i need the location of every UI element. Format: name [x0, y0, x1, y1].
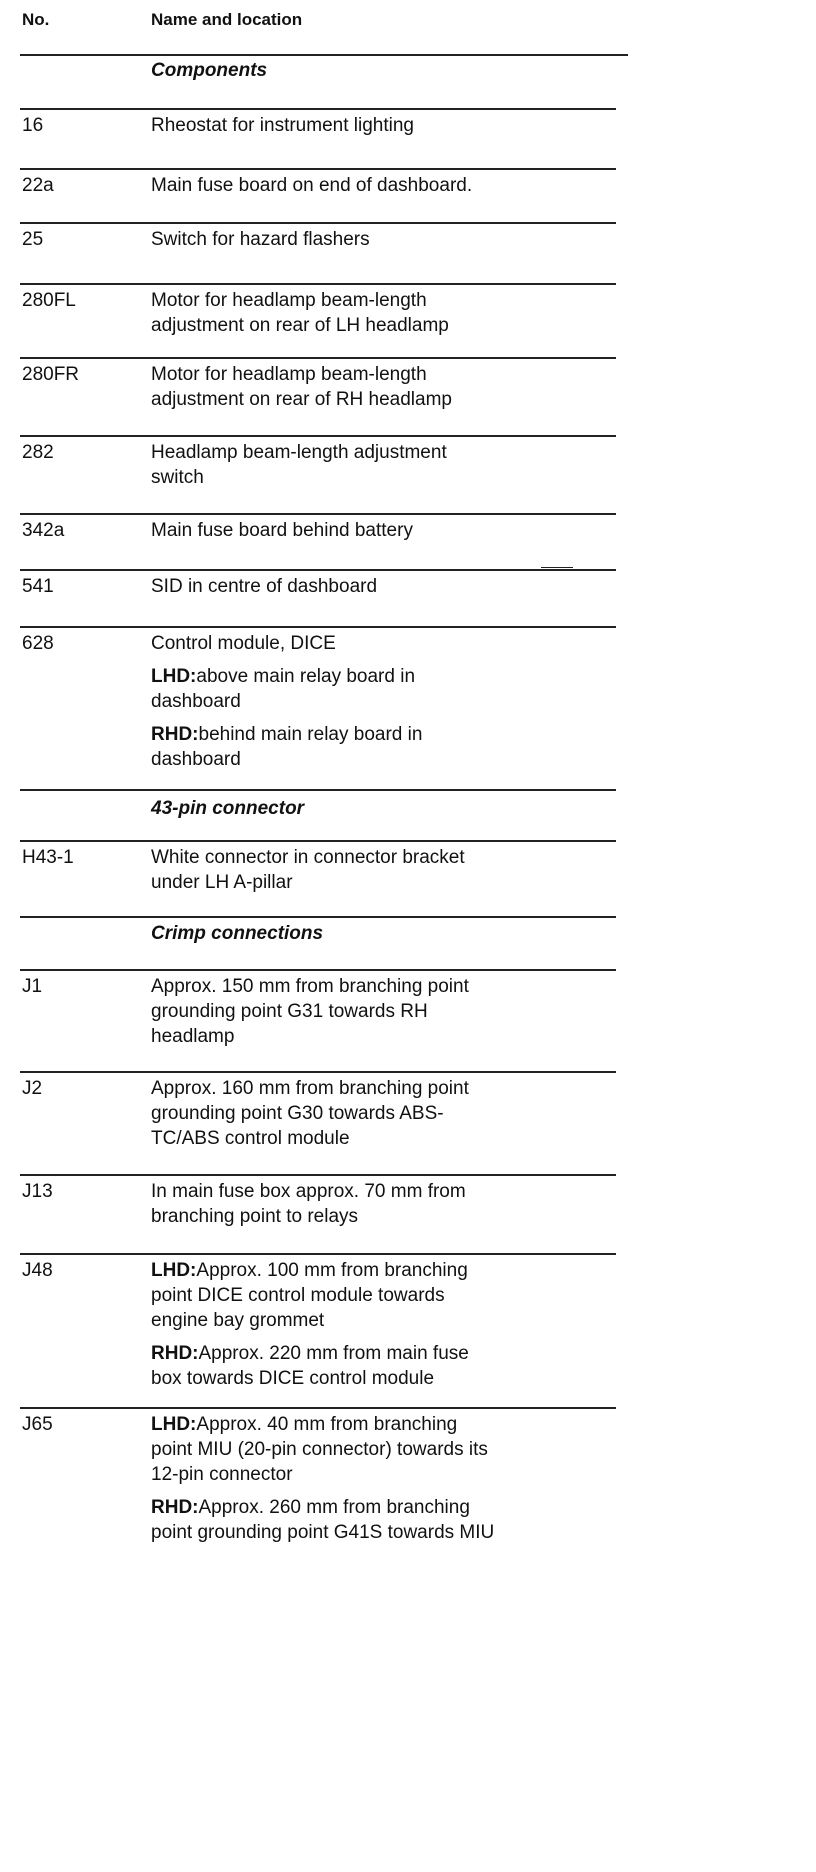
row-description: LHD:Approx. 100 mm from branching point DICE control module towards engine bay grommet RHD:Approx. 220 mm from main fuse box towards DICE control module: [151, 1260, 469, 1389]
row-description: Control module, DICE LHD:above main relay board in dashboard RHD:behind main relay board in dashboard: [151, 633, 423, 770]
row-description: Main fuse board on end of dashboard.: [151, 175, 473, 196]
divider: [20, 108, 616, 110]
row-number: 342a: [22, 520, 65, 541]
divider: [20, 916, 616, 918]
divider: [20, 435, 616, 437]
divider: [20, 626, 616, 628]
divider-fragment: [541, 567, 573, 568]
row-number: 628: [22, 633, 54, 654]
row-description: LHD:Approx. 40 mm from branching point MIU (20-pin connector) towards its 12-pin connector RHD:Approx. 260 mm from branching point grounding point G41S towards MIU: [151, 1414, 495, 1543]
row-description: Approx. 160 mm from branching point grounding point G30 towards ABS- TC/ABS control module: [151, 1078, 469, 1149]
row-description: SID in centre of dashboard: [151, 576, 378, 597]
divider: [20, 789, 616, 791]
divider: [20, 569, 616, 571]
row-description: Main fuse board behind battery: [151, 520, 413, 541]
divider: [20, 1253, 616, 1255]
row-number: 280FR: [22, 364, 80, 385]
row-number: 16: [22, 115, 44, 136]
divider: [20, 969, 616, 971]
row-number: J65: [22, 1414, 53, 1435]
row-description: White connector in connector bracket under LH A-pillar: [151, 847, 465, 893]
row-number: 541: [22, 576, 54, 597]
row-description: Motor for headlamp beam-length adjustment on rear of LH headlamp: [151, 290, 449, 336]
section-heading-crimp-connections: Crimp connections: [151, 923, 324, 944]
divider: [20, 1407, 616, 1409]
divider: [20, 54, 628, 56]
section-heading-components: Components: [151, 60, 268, 81]
divider: [20, 840, 616, 842]
lhd-label: LHD:: [151, 1414, 197, 1435]
divider: [20, 168, 616, 170]
column-header-no: No.: [22, 10, 50, 29]
row-description: Motor for headlamp beam-length adjustment on rear of RH headlamp: [151, 364, 452, 410]
row-description: In main fuse box approx. 70 mm from branching point to relays: [151, 1181, 466, 1227]
row-number: J48: [22, 1260, 53, 1281]
row-number: 25: [22, 229, 44, 250]
divider: [20, 513, 616, 515]
row-description: Headlamp beam-length adjustment switch: [151, 442, 447, 488]
row-description: Approx. 150 mm from branching point grounding point G31 towards RH headlamp: [151, 976, 469, 1047]
row-number: H43-1: [22, 847, 74, 868]
section-heading-43-pin-connector: 43-pin connector: [151, 798, 305, 819]
row-number: 282: [22, 442, 54, 463]
divider: [20, 1071, 616, 1073]
divider: [20, 1174, 616, 1176]
row-number: 22a: [22, 175, 54, 196]
lhd-label: LHD:: [151, 666, 197, 687]
row-number: J2: [22, 1078, 43, 1099]
rhd-label: RHD:: [151, 1343, 199, 1364]
column-header-name: Name and location: [151, 10, 303, 29]
row-description: Rheostat for instrument lighting: [151, 115, 414, 136]
divider: [20, 222, 616, 224]
divider: [20, 357, 616, 359]
row-description: Switch for hazard flashers: [151, 229, 370, 250]
row-number: 280FL: [22, 290, 76, 311]
row-number: J1: [22, 976, 43, 997]
rhd-label: RHD:: [151, 724, 199, 745]
row-number: J13: [22, 1181, 53, 1202]
rhd-label: RHD:: [151, 1497, 199, 1518]
lhd-label: LHD:: [151, 1260, 197, 1281]
divider: [20, 283, 616, 285]
